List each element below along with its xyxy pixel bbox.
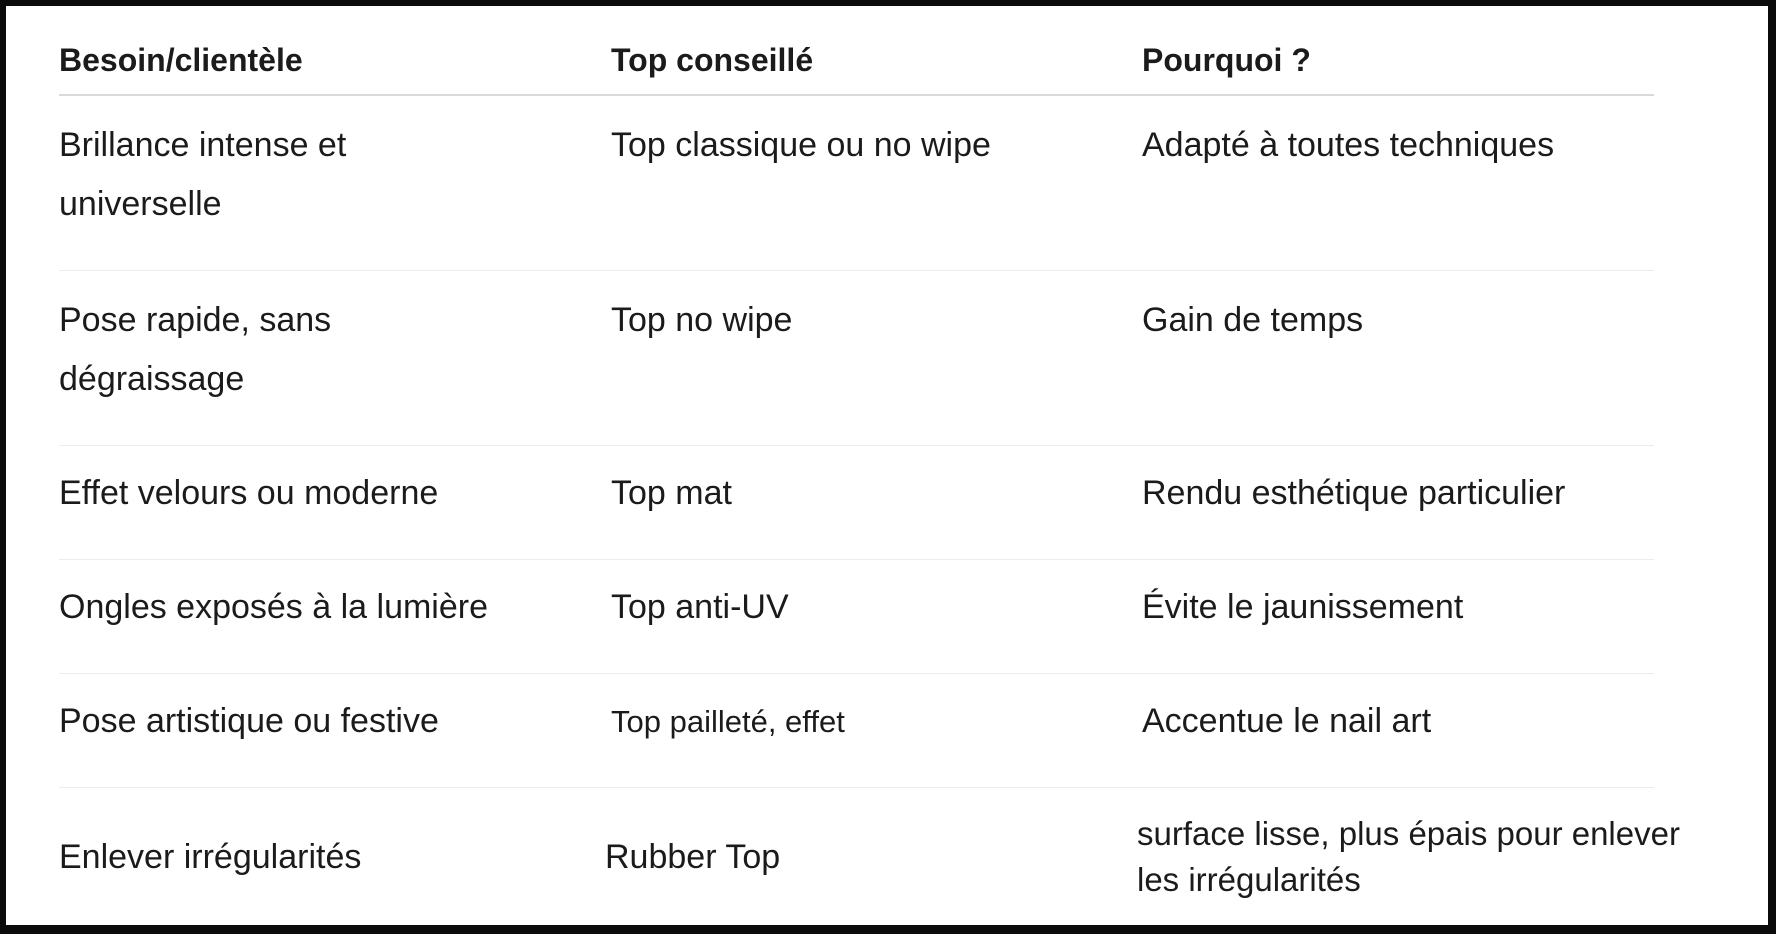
table-row	[59, 674, 1654, 788]
table-row	[59, 446, 1654, 560]
recommendation-table	[59, 26, 1680, 926]
cell-top: Top no wipe	[611, 271, 1142, 446]
cell-pourquoi: Rendu esthétique particulier	[1142, 446, 1654, 560]
table-row	[59, 788, 1654, 927]
cell-besoin: Effet velours ou moderne	[59, 446, 611, 560]
cell-besoin: Ongles exposés à la lumière	[59, 560, 611, 674]
table-row	[59, 271, 1654, 446]
cell-pourquoi: Gain de temps	[1142, 271, 1654, 446]
cell-besoin: Pose rapide, sans dégraissage	[59, 301, 332, 398]
header-pourquoi: Pourquoi ?	[1142, 26, 1654, 95]
cell-besoin: Pose artistique ou festive	[59, 674, 611, 788]
cell-besoin: Enlever irrégularités	[59, 837, 362, 876]
cell-top: Rubber Top	[605, 837, 781, 876]
cell-top: Top classique ou no wipe	[611, 95, 1142, 271]
cell-top: Top mat	[611, 446, 1142, 560]
table-header-row	[59, 26, 1654, 95]
cell-besoin: Brillance intense et universelle	[59, 126, 347, 223]
cell-pourquoi: Accentue le nail art	[1142, 674, 1654, 788]
cell-top: Top anti-UV	[611, 560, 1142, 674]
table-row	[59, 560, 1654, 674]
cell-pourquoi: Évite le jaunissement	[1142, 560, 1654, 674]
table-row	[59, 95, 1654, 271]
cell-pourquoi: surface lisse, plus épais pour enlever les irrégularités	[1137, 815, 1680, 898]
cell-pourquoi: Adapté à toutes techniques	[1142, 95, 1654, 271]
header-top: Top conseillé	[611, 26, 1142, 95]
cell-top: Top pailleté, effet	[611, 704, 845, 739]
header-besoin: Besoin/clientèle	[59, 26, 611, 95]
